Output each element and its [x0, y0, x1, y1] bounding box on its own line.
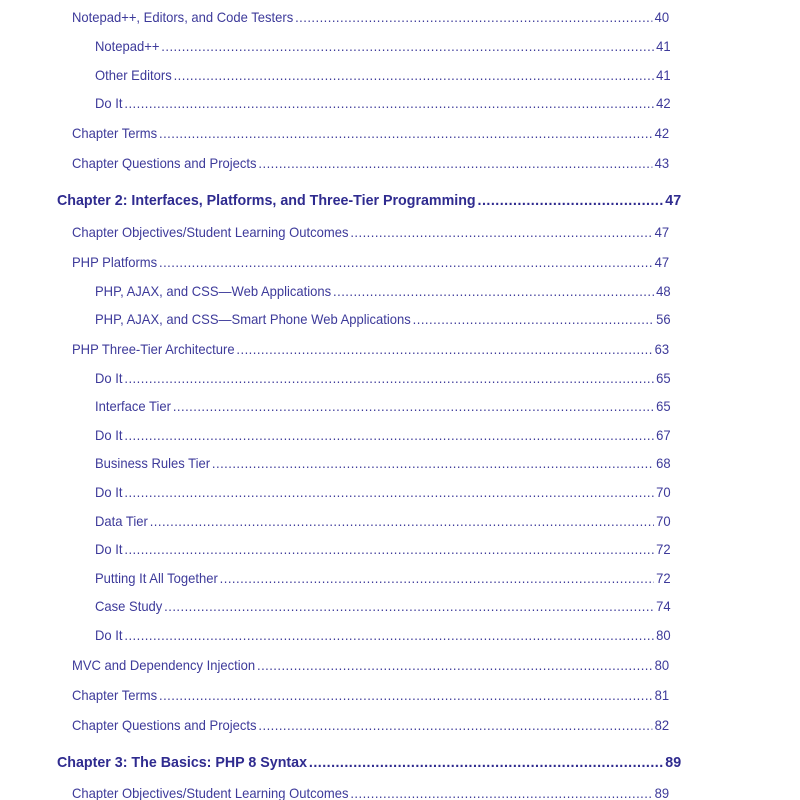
toc-leader-dots — [220, 570, 655, 586]
toc-leader-dots — [124, 427, 654, 443]
toc-entry[interactable] — [95, 598, 671, 614]
toc-entry-title: Do It — [95, 95, 123, 111]
toc-entry-page: 56 — [656, 311, 671, 327]
toc-entry-title: Chapter Objectives/Student Learning Outcomes — [72, 224, 349, 240]
toc-entry-title: Do It — [95, 427, 123, 443]
toc-entry-page: 65 — [656, 398, 671, 414]
toc-entry[interactable] — [95, 67, 671, 83]
toc-leader-dots — [295, 9, 653, 25]
toc-chapter-heading[interactable] — [57, 192, 681, 209]
toc-leader-dots — [124, 627, 654, 643]
toc-leader-dots — [258, 717, 652, 733]
toc-entry-title: Case Study — [95, 598, 163, 614]
toc-entry-page: 74 — [656, 598, 671, 614]
toc-entry-title: Business Rules Tier — [95, 455, 211, 471]
toc-entry-page: 43 — [654, 155, 670, 171]
toc-entry-page: 89 — [665, 754, 682, 771]
toc-entry[interactable] — [72, 224, 669, 240]
toc-leader-dots — [350, 785, 652, 800]
toc-leader-dots — [124, 370, 654, 386]
toc-entry[interactable] — [95, 570, 671, 586]
toc-entry[interactable] — [95, 484, 671, 500]
toc-entry-title: Other Editors — [95, 67, 172, 83]
toc-entry[interactable] — [72, 657, 669, 673]
toc-entry-page: 82 — [654, 717, 670, 733]
toc-entry-title: Data Tier — [95, 513, 148, 529]
toc-leader-dots — [124, 541, 654, 557]
toc-entry-title: PHP Three-Tier Architecture — [72, 341, 235, 357]
toc-entry[interactable] — [72, 785, 669, 800]
toc-entry-page: 81 — [654, 687, 670, 703]
toc-leader-dots — [164, 598, 654, 614]
toc-entry[interactable] — [95, 455, 671, 471]
toc-entry-title: MVC and Dependency Injection — [72, 657, 256, 673]
toc-entry-title: Chapter Terms — [72, 125, 158, 141]
toc-leader-dots — [150, 513, 655, 529]
toc-entry-page: 68 — [656, 455, 671, 471]
toc-leader-dots — [159, 125, 653, 141]
toc-entry-title: Putting It All Together — [95, 570, 218, 586]
toc-entry-title: Notepad++ — [95, 38, 160, 54]
toc-entry-title: Do It — [95, 541, 123, 557]
toc-leader-dots — [258, 155, 652, 171]
toc-entry[interactable] — [72, 254, 669, 270]
toc-entry[interactable] — [95, 283, 671, 299]
toc-entry-page: 72 — [656, 570, 671, 586]
toc-leader-dots — [350, 224, 652, 240]
toc-leader-dots — [173, 398, 654, 414]
toc-leader-dots — [174, 67, 655, 83]
toc-entry-page: 70 — [656, 484, 671, 500]
toc-entry-title: PHP, AJAX, and CSS—Smart Phone Web Applications — [95, 311, 411, 327]
toc-entry-page: 47 — [654, 254, 670, 270]
toc-entry-page: 63 — [654, 341, 670, 357]
toc-entry-page: 41 — [656, 67, 671, 83]
toc-leader-dots — [309, 754, 663, 771]
toc-entry-title: Chapter Questions and Projects — [72, 155, 257, 171]
toc-entry-title: Do It — [95, 484, 123, 500]
toc-leader-dots — [333, 283, 654, 299]
toc-entry-title: Notepad++, Editors, and Code Testers — [72, 9, 294, 25]
toc-leader-dots — [159, 254, 653, 270]
toc-entry-title: PHP, AJAX, and CSS—Web Applications — [95, 283, 332, 299]
toc-entry[interactable] — [72, 341, 669, 357]
toc-entry-page: 72 — [656, 541, 671, 557]
toc-entry[interactable] — [72, 155, 669, 171]
toc-entry[interactable] — [72, 687, 669, 703]
toc-entry-title: Chapter Terms — [72, 687, 158, 703]
toc-leader-dots — [124, 484, 654, 500]
toc-leader-dots — [478, 192, 664, 209]
toc-entry-page: 47 — [654, 224, 670, 240]
toc-entry-page: 89 — [654, 785, 670, 800]
toc-leader-dots — [413, 311, 655, 327]
toc-entry-page: 48 — [656, 283, 671, 299]
toc-entry-title: Interface Tier — [95, 398, 171, 414]
toc-entry[interactable] — [72, 125, 669, 141]
toc-entry-page: 42 — [654, 125, 670, 141]
toc-entry-title: Chapter Objectives/Student Learning Outcomes — [72, 785, 349, 800]
toc-entry[interactable] — [95, 38, 671, 54]
toc-entry-title: Do It — [95, 370, 123, 386]
toc-entry[interactable] — [95, 311, 671, 327]
toc-leader-dots — [124, 95, 654, 111]
toc-leader-dots — [236, 341, 652, 357]
toc-entry[interactable] — [95, 541, 671, 557]
toc-entry-page: 47 — [665, 192, 682, 209]
toc-entry-page: 70 — [656, 513, 671, 529]
toc-entry-page: 40 — [654, 9, 670, 25]
toc-entry[interactable] — [95, 627, 671, 643]
toc-leader-dots — [257, 657, 653, 673]
toc-entry-page: 41 — [656, 38, 671, 54]
toc-entry-page: 67 — [656, 427, 671, 443]
toc-entry-title: Chapter Questions and Projects — [72, 717, 257, 733]
toc-entry[interactable] — [95, 398, 671, 414]
toc-entry-title: Chapter 2: Interfaces, Platforms, and Three-Tier Programming — [57, 192, 476, 209]
toc-chapter-heading[interactable] — [57, 754, 681, 771]
toc-entry-page: 42 — [656, 95, 671, 111]
toc-entry[interactable] — [72, 717, 669, 733]
toc-entry[interactable] — [95, 95, 671, 111]
toc-entry[interactable] — [95, 513, 671, 529]
toc-leader-dots — [212, 455, 654, 471]
toc-entry[interactable] — [95, 370, 671, 386]
toc-entry-title: Do It — [95, 627, 123, 643]
toc-entry-page: 80 — [656, 627, 671, 643]
toc-leader-dots — [159, 687, 653, 703]
toc-entry-page: 65 — [656, 370, 671, 386]
toc-entry-page: 80 — [654, 657, 670, 673]
toc-entry-title: PHP Platforms — [72, 254, 158, 270]
toc-leader-dots — [161, 38, 654, 54]
toc-entry[interactable] — [95, 427, 671, 443]
toc-entry[interactable] — [72, 9, 669, 25]
toc-entry-title: Chapter 3: The Basics: PHP 8 Syntax — [57, 754, 307, 771]
